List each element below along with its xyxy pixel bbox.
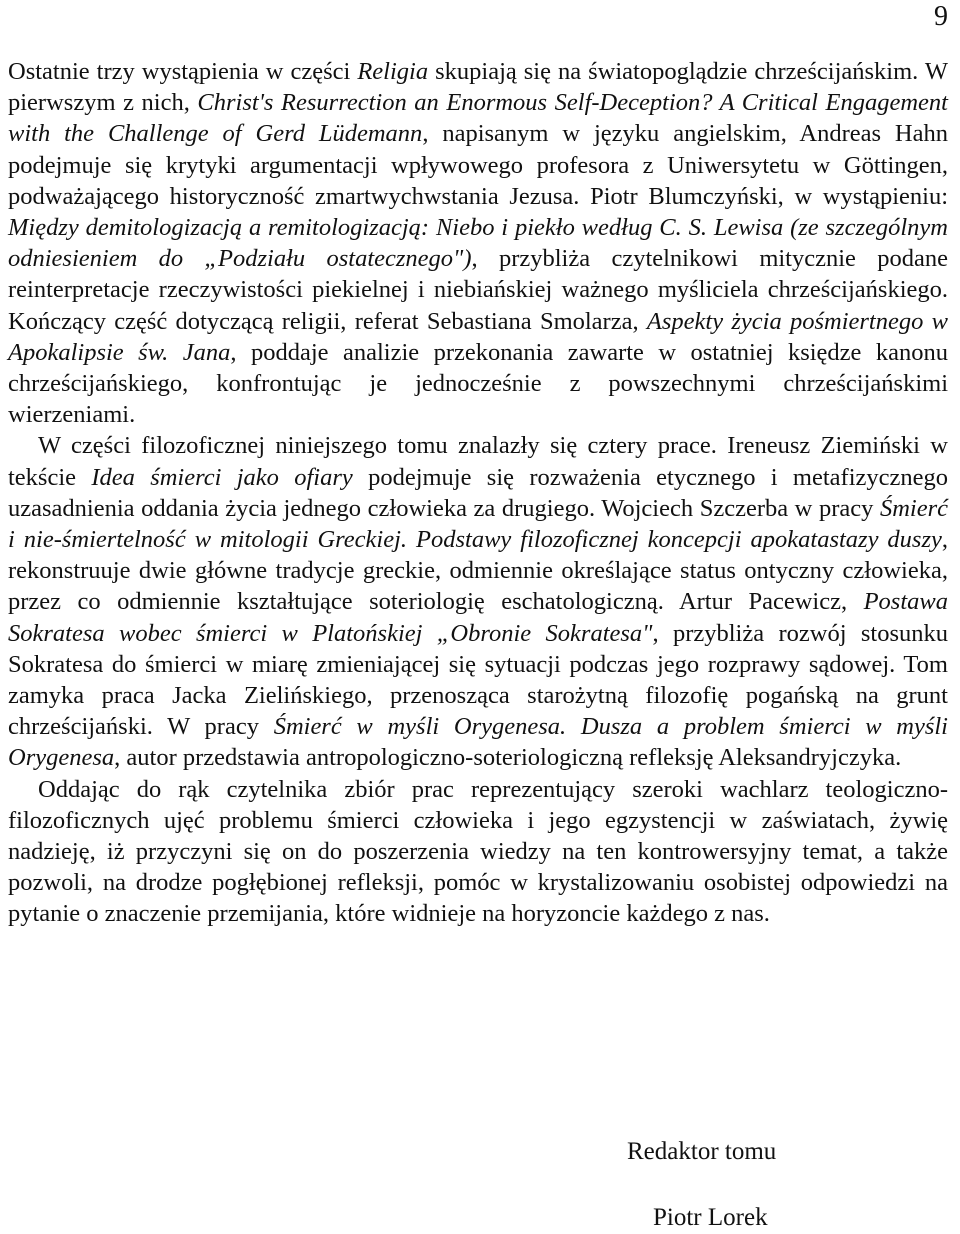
title-religia: Religia (357, 58, 429, 85)
text-segment: , poddaje analizie przekonania zawarte w ostatniej księdze kanonu chrześcijańskiego, konfrontując je jednocześnie z powszechnymi chrześcijańskimi wierzeniami. (8, 338, 948, 429)
text-segment: W części filozoficznej niniejszego tomu znalazły się cztery prace. Ireneusz Ziemiński w tekście (8, 432, 948, 491)
text-segment: Oddając do rąk czytelnika zbiór prac reprezentujący szeroki wachlarz teologiczno-filozoficznych ujęć problemu śmierci człowieka i jego egzystencji w zaświatach, żywię nadzieję, iż przyczyni się on do poszerzenia wiedzy na ten kontrowersyjny temat, a także pozwoli, na drodze pogłębionej refleksji, pomóc w krystalizowaniu osobistej odpowiedzi na pytanie o znaczenie przemijania, które widnieje na horyzoncie każdego z nas. (8, 775, 948, 928)
document-body (8, 56, 948, 930)
title-blumczynski: Między demitologizacją a remitologizacją: Niebo i piekło według C. S. Lewisa (ze szczególnym odniesieniem do „Podziału ostatecznego") (8, 214, 948, 273)
title-pacewicz: Postawa Sokratesa wobec śmierci w Platońskiej „Obronie Sokratesa" (8, 588, 948, 647)
text-segment: skupiają się na światopoglądzie chrześcijańskim. W pierwszym z nich, (8, 58, 948, 117)
signature-role: Redaktor tomu (627, 1138, 777, 1165)
text-segment: , autor przedstawia antropologiczno-soteriologiczną refleksję Aleksandryjczyka. (114, 744, 902, 772)
text-segment: Ostatnie trzy wystąpienia w części (8, 58, 358, 85)
text-segment: , rekonstruuje dwie główne tradycje greckie, odmiennie określające status ontyczny człowieka, przez co odmiennie kształtujące soteriologię eschatologiczną. Artur Pacewicz, (8, 526, 948, 616)
paragraph-closing (8, 774, 948, 930)
text-segment: , przybliża czytelnikowi mitycznie podane reinterpretacje rzeczywistości piekielnej i niebiańskiej ważnego myśliciela chrześcijańskiego. Kończący część dotyczącą religii, referat Sebastiana Smolarza, (8, 245, 948, 335)
paragraph-philosophy (8, 430, 948, 773)
paragraph-religion (8, 56, 948, 430)
title-hahn: Christ's Resurrection an Enormous Self-Deception? A Critical Engagement with the Challenge of Gerd Lüdemann (8, 89, 948, 148)
title-zielinski: Śmierć w myśli Orygenesa. Dusza a problem śmierci w myśli Orygenesa (8, 713, 948, 772)
text-segment: podejmuje się rozważenia etycznego i metafizycznego uzasadnienia oddania życia jednego człowieka za drugiego. Wojciech Szczerba w pracy (8, 463, 948, 522)
signature-name: Piotr Lorek (653, 1204, 768, 1231)
title-zieminski: Idea śmierci jako ofiary (91, 463, 353, 491)
title-szczerba: Śmierć i nie-śmiertelność w mitologii Greckiej. Podstawy filozoficznej koncepcji apokatastazy duszy (8, 494, 948, 554)
text-segment: , przybliża rozwój stosunku Sokratesa do śmierci w miarę zmieniającej się sytuacji podczas jego rozprawy sądowej. Tom zamyka praca Jacka Zielińskiego, przenosząca starożytną filozofię pogańską na grunt chrześcijański. W pracy (8, 619, 948, 741)
page-number: 9 (934, 1, 948, 32)
title-smolarz: Aspekty życia pośmiertnego w Apokalipsie św. Jana (8, 307, 948, 366)
text-segment: , napisanym w języku angielskim, Andreas Hahn podejmuje się krytyki argumentacji wpływowego profesora z Uniwersytetu w Göttingen, podważającego historyczność zmartwychwstania Jezusa. Piotr Blumczyński, w wystąpieniu: (8, 120, 948, 210)
